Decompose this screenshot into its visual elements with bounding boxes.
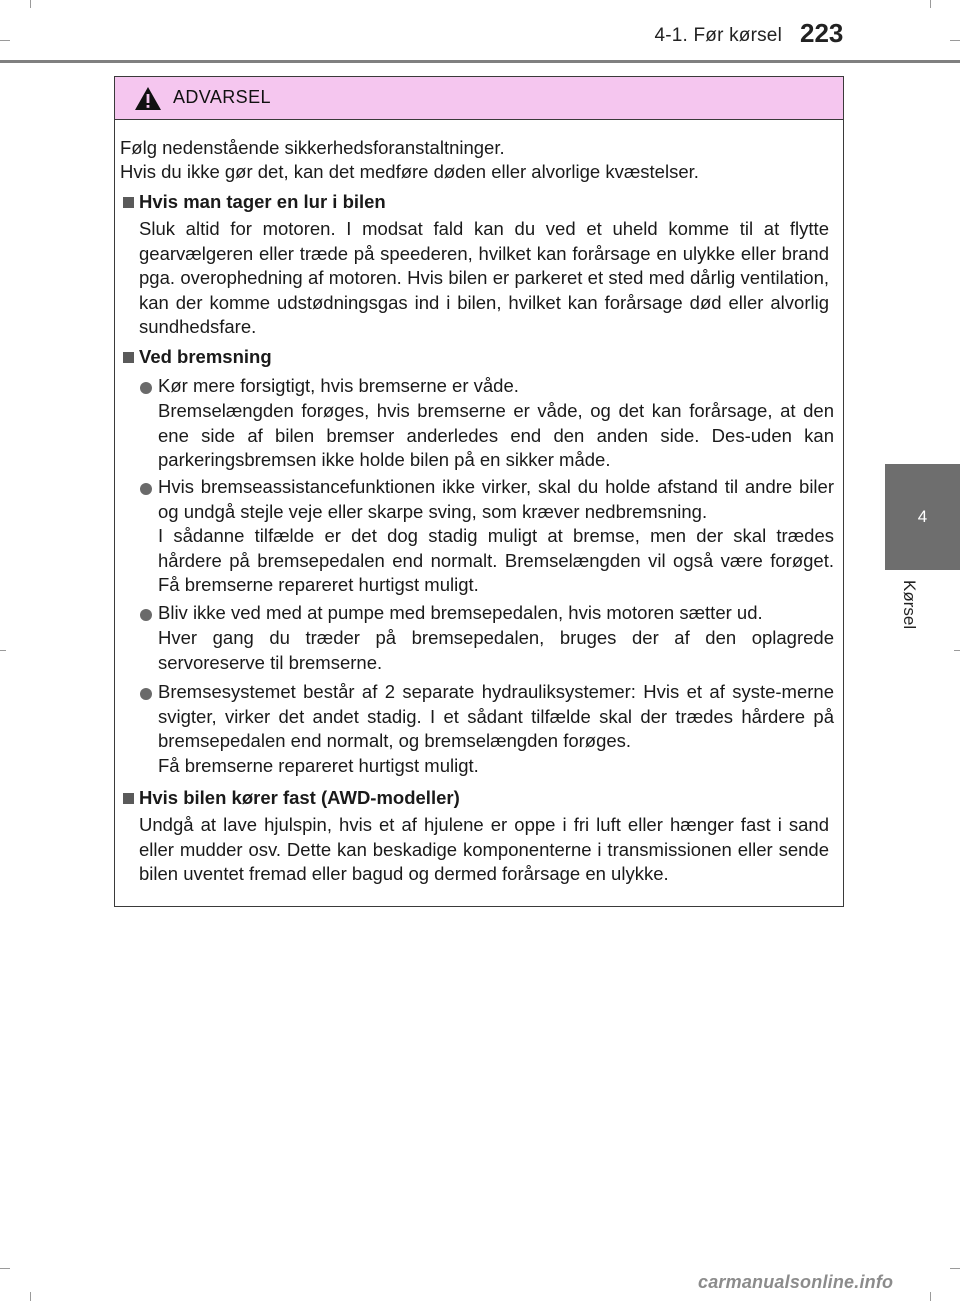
- warning-title: ADVARSEL: [173, 87, 271, 107]
- bullet-lead: Hvis bremseassistancefunktionen ikke virker, skal du holde afstand til andre biler og undgå stejle veje eller skarpe sving, som kræver nedbremsning.: [158, 476, 834, 522]
- bullet-text: Hver gang du træder på bremsepedalen, bruges der af den oplagrede servoreserve til bremserne.: [158, 627, 834, 673]
- bullet-text: Bremselængden forøges, hvis bremserne er våde, og det kan forårsage, at den ene side af bilen bremser anderledes end den anden side. Des-uden kan parkeringsbremsen ikke holde bilen på en sikker måde.: [158, 400, 834, 471]
- section-text: Undgå at lave hjulspin, hvis et af hjulene er oppe i fri luft eller hænger fast i sand eller mudder osv. Dette kan beskadige komponenterne i transmissionen eller sende bilen uventet fremad eller bagud og dermed forårsage en ulykke.: [139, 814, 829, 885]
- crop-mark: [0, 650, 6, 651]
- round-bullet-icon: [140, 688, 152, 700]
- crop-mark: [0, 1268, 10, 1269]
- bullet-text: Få bremserne repareret hurtigst muligt.: [158, 755, 479, 776]
- bullet-lead: Bremsesystemet består af 2 separate hydrauliksystemer: Hvis et af syste-merne svigter, virker det andet stadig. I et sådant tilfælde skal der trædes hårdere på bremsepedalen end normalt, og bremselængden forøges.: [158, 681, 834, 752]
- chapter-label: Kørsel: [900, 580, 919, 630]
- warning-triangle-icon: [134, 86, 162, 111]
- warning-header: [115, 77, 843, 120]
- section-heading: Hvis bilen kører fast (AWD-modeller): [139, 787, 460, 808]
- crop-mark: [930, 1292, 931, 1301]
- crop-mark: [930, 0, 931, 8]
- bullet-lead: Bliv ikke ved med at pumpe med bremsepedalen, hvis motoren sætter ud.: [158, 602, 763, 623]
- crop-mark: [0, 40, 10, 41]
- round-bullet-icon: [140, 382, 152, 394]
- round-bullet-icon: [140, 483, 152, 495]
- round-bullet-icon: [140, 609, 152, 621]
- header-rule: [0, 60, 960, 63]
- crop-mark: [954, 650, 960, 651]
- square-bullet-icon: [123, 352, 134, 363]
- square-bullet-icon: [123, 197, 134, 208]
- bullet-text: I sådanne tilfælde er det dog stadig muligt at bremse, men der skal trædes hårdere på bremsepedalen end normalt. Bremselængden vil også være forøget. Få bremserne repareret hurtigst muligt.: [158, 525, 834, 596]
- page-number: 223: [800, 18, 844, 48]
- intro-line: Hvis du ikke gør det, kan det medføre døden eller alvorlige kvæstelser.: [120, 161, 699, 182]
- section-title: 4-1. Før kørsel: [654, 25, 782, 46]
- section-heading: Hvis man tager en lur i bilen: [139, 191, 386, 212]
- crop-mark: [950, 40, 960, 41]
- crop-mark: [30, 0, 31, 8]
- intro-line: Følg nedenstående sikkerhedsforanstaltninger.: [120, 137, 505, 158]
- watermark: carmanualsonline.info: [698, 1272, 894, 1292]
- square-bullet-icon: [123, 793, 134, 804]
- chapter-tab: 4: [885, 464, 960, 570]
- section-text: Sluk altid for motoren. I modsat fald kan du ved et uheld komme til at flytte gearvælgeren eller træde på speederen, hvilket kan forårsage en ulykke eller brand pga. overophedning af motoren. Hvis bilen er parkeret et sted med dårlig ventilation, kan der komme udstødningsgas ind i bilen, hvilket kan forårsage død eller alvorlig sundhedsfare.: [139, 218, 829, 338]
- crop-mark: [950, 1268, 960, 1269]
- crop-mark: [30, 1292, 31, 1301]
- bullet-lead: Kør mere forsigtigt, hvis bremserne er våde.: [158, 375, 519, 396]
- section-heading: Ved bremsning: [139, 346, 272, 367]
